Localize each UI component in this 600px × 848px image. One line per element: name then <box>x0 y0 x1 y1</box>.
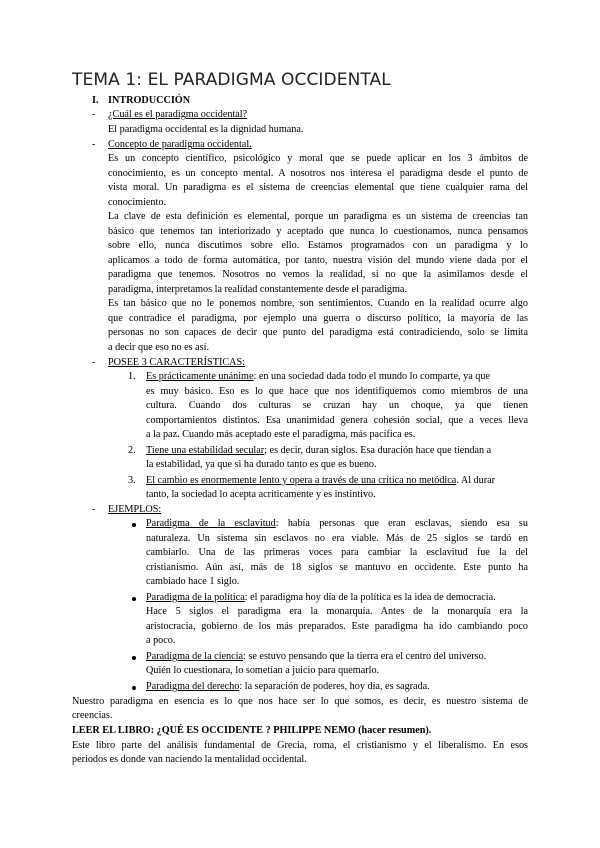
example-line: Paradigma de la esclavitud: había personas que eran esclavas, siendo esa su <box>146 518 528 529</box>
example-line: Hace 5 siglos el paradigma era la monarquía. Antes de la monarquía era la <box>146 606 528 617</box>
page-title: TEMA 1: EL PARADIGMA OCCIDENTAL <box>72 70 391 90</box>
concept-line: Es tan básico que no le ponemos nombre, son sentimientos. Cuando en la realidad ocurre algo <box>108 298 528 309</box>
book-line: Este libro parte del análisis fundamental de Grecia, roma, el cristianismo y el liberalismo. En esos <box>72 740 528 751</box>
example-title: Paradigma de la política <box>146 592 245 603</box>
characteristic-line: cultura. Cuando dos culturas se cruzan hay un choque, ya que tienen <box>146 400 528 411</box>
list-number: 3. <box>128 475 136 486</box>
list-number: 1. <box>128 371 136 382</box>
example-title: Paradigma de la esclavitud <box>146 518 276 529</box>
example-line: Quién lo cuestionara, lo sometían a juicio para quemarlo. <box>146 665 380 676</box>
closing-line: Nuestro paradigma en esencia es lo que nos hace ser lo que somos, es decir, es nuestro sistema de <box>72 696 528 707</box>
example-line: a poco. <box>146 635 176 646</box>
example-line: cambiado hace 1 siglo. <box>146 576 240 587</box>
book-line: periodos es donde van naciendo la mentalidad occidental. <box>72 754 307 765</box>
concept-line: que contradice el paradigma, por ejemplo una guerra o discurso político, la mayoría de las <box>108 313 528 324</box>
example-line: cambiarlo. Una de las primeras voces para cambiar la esclavitud fue la del <box>146 547 528 558</box>
book-heading: LEER EL LIBRO: ¿QUÉ ES OCCIDENTE ? PHILIPPE NEMO (hacer resumen). <box>72 725 432 736</box>
example-line: naturaleza. Un sistema sin esclavos no era viable. Más de 25 siglos se tardó en <box>146 533 528 544</box>
section-heading: INTRODUCCIÓN <box>108 95 191 106</box>
concept-heading: Concepto de paradigma occidental. <box>108 139 252 150</box>
list-number: 2. <box>128 445 136 456</box>
example-line: Paradigma de la política: el paradigma hoy día de la política es la idea de democracia. <box>146 592 496 603</box>
example-title: Paradigma del derecho <box>146 681 240 692</box>
concept-line: aplicamos a todo de forma automática, por tanto, nuestra visión del mundo viene dada por el <box>108 255 528 266</box>
section-number: I. <box>92 95 99 106</box>
concept-line: Es un concepto científico, psicológico y moral que se puede aplicar en los 3 ámbitos de <box>108 153 528 164</box>
example-line: Paradigma del derecho: la separación de poderes, hoy día, es sagrada. <box>146 681 430 692</box>
question-answer: El paradigma occidental es la dignidad humana. <box>108 124 304 135</box>
characteristic-line: El cambio es enormemente lento y opera a través de una crítica no metódica. Al durar <box>146 475 496 486</box>
example-title: Paradigma de la ciencia <box>146 651 244 662</box>
concept-line: sobre ello, nunca discutimos sobre ello. Estamos programados con un paradigma y lo <box>108 240 528 251</box>
question-heading: ¿Cuál es el paradigma occidental? <box>108 109 248 120</box>
characteristic-line: Tiene una estabilidad secular; es decir, duran siglos. Esa duración hace que tiendan a <box>146 445 492 456</box>
concept-line: básico que tenemos tan interiorizado y aceptado que nunca lo cuestionamos, nunca pensamos <box>108 226 528 237</box>
characteristic-line: Es prácticamente unánime: en una sociedad dada todo el mundo lo comparte, ya que <box>146 371 491 382</box>
dash-marker: - <box>92 357 96 368</box>
examples-heading: EJEMPLOS: <box>108 504 162 515</box>
closing-line: creencias. <box>72 710 113 721</box>
example-line: cristianismo. Aún así, más de 18 siglos se mantuvo en occidente. Este punto ha <box>146 562 528 573</box>
dash-marker: - <box>92 504 96 515</box>
bullet-icon <box>132 686 136 690</box>
concept-line: conocimiento, es un concepto mental. A nosotros nos interesa el paradigma desde el punto de <box>108 168 528 179</box>
concept-line: paradigma, interpretamos la realidad constantemente desde el paradigma. <box>108 284 407 295</box>
example-line: aristocracia, gobierno de los más preparados. Este paradigma ha ido cambiando poco <box>146 621 528 632</box>
bullet-icon <box>132 597 136 601</box>
characteristic-title: El cambio es enormemente lento y opera a través de una crítica no metódica <box>146 475 457 486</box>
concept-line: a decir que eso no es así. <box>108 342 209 353</box>
characteristic-title: Tiene una estabilidad secular <box>146 445 265 456</box>
characteristic-title: Es prácticamente unánime <box>146 371 254 382</box>
characteristic-line: tanto, la sociedad lo acepta acríticamente y es instintivo. <box>146 489 376 500</box>
dash-marker: - <box>92 109 96 120</box>
concept-line: paradigma que tenemos. Nosotros no vemos la realidad, si no que la asimilamos desde el <box>108 269 528 280</box>
characteristic-line: comportamientos distintos. Esa unanimidad genera cohesión social, que a veces lleva <box>146 415 528 426</box>
dash-marker: - <box>92 139 96 150</box>
bullet-icon <box>132 523 136 527</box>
bullet-icon <box>132 656 136 660</box>
concept-line: La clave de esta definición es elemental, porque un paradigma es un sistema de creencias tan <box>108 211 528 222</box>
concept-line: conocimiento. <box>108 197 166 208</box>
concept-line: personas no son capaces de decir que punto del paradigma está contradiciendo, solo se limita <box>108 327 528 338</box>
characteristic-line: a la paz. Cuando más aceptado este el paradigma, más pacífica es. <box>146 429 416 440</box>
characteristics-heading: POSEE 3 CARACTERÍSTICAS: <box>108 357 245 368</box>
characteristic-line: la estabilidad, ya que si ha durado tanto es que es bueno. <box>146 459 377 470</box>
example-line: Paradigma de la ciencia: se estuvo pensando que la tierra era el centro del universo. <box>146 651 487 662</box>
characteristic-line: es muy básico. Eso es lo que hace que nos identifiquemos como miembros de una <box>146 386 528 397</box>
concept-line: vista moral. Un paradigma es el sistema de creencias elemental que tiene cualquier rama del <box>108 182 528 193</box>
